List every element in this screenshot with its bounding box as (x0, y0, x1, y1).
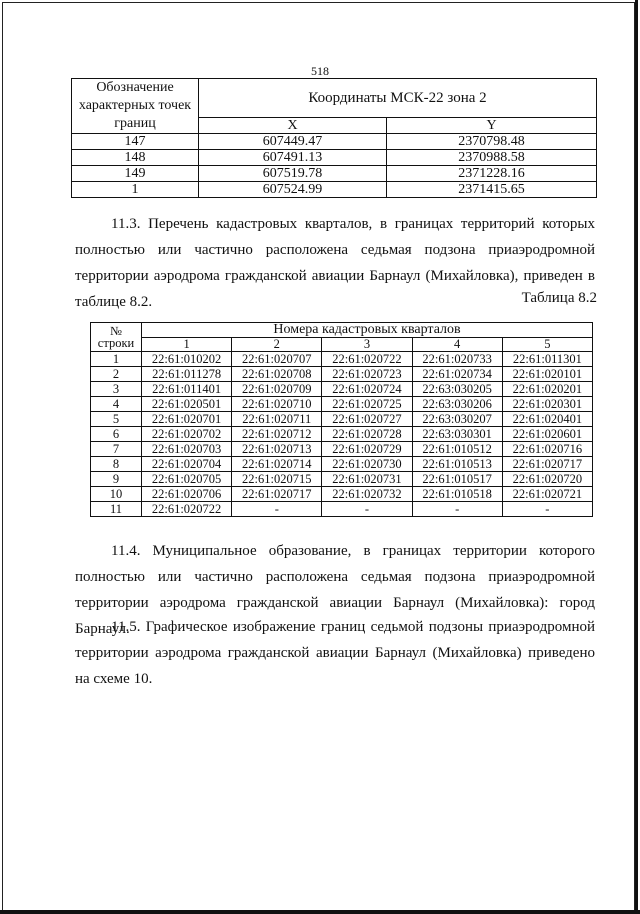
cadastral-number-cell: 22:61:020301 (502, 397, 592, 412)
cadastral-number-cell: 22:63:030207 (412, 412, 502, 427)
cadastral-number-cell: 22:61:010512 (412, 442, 502, 457)
coord-header-x: X (199, 118, 387, 134)
x-cell: 607449.47 (199, 134, 387, 150)
page-edge-bottom (0, 910, 640, 914)
cadastral-number-cell: 22:61:020722 (142, 502, 232, 517)
cadastral-number-cell: 22:61:020701 (142, 412, 232, 427)
y-cell: 2370798.48 (387, 134, 597, 150)
cadastral-group-header: Номера кадастровых кварталов (142, 323, 593, 338)
cadastral-number-cell: 22:61:020706 (142, 487, 232, 502)
column-number-cell: 5 (502, 338, 592, 352)
cadastral-number-cell: 22:61:020401 (502, 412, 592, 427)
page-number: 518 (311, 64, 329, 78)
cadastral-number-cell: - (232, 502, 322, 517)
x-cell: 607519.78 (199, 166, 387, 182)
cadastral-number-cell: 22:61:020601 (502, 427, 592, 442)
cadastral-number-cell: 22:61:020707 (232, 352, 322, 367)
coord-table-row (72, 166, 597, 182)
cadastral-number-cell: 22:61:020721 (502, 487, 592, 502)
cadastral-number-cell: 22:61:020715 (232, 472, 322, 487)
cadastral-number-cell: 22:61:020201 (502, 382, 592, 397)
row-number-cell: 10 (91, 487, 142, 502)
coord-table-row (72, 134, 597, 150)
cadastral-table-row (91, 502, 593, 517)
cadastral-table-row (91, 412, 593, 427)
y-cell: 2371228.16 (387, 166, 597, 182)
cadastral-number-cell: - (412, 502, 502, 517)
column-number-row (91, 338, 593, 352)
coord-table-body (72, 134, 597, 198)
row-number-header (91, 323, 142, 352)
cadastral-table-row (91, 397, 593, 412)
column-number-cell: 1 (142, 338, 232, 352)
x-cell: 607491.13 (199, 150, 387, 166)
coord-header-group: Координаты МСК-22 зона 2 (199, 79, 597, 118)
cadastral-number-cell: 22:61:020727 (322, 412, 412, 427)
row-number-cell: 5 (91, 412, 142, 427)
cadastral-table-row (91, 472, 593, 487)
row-number-cell: 4 (91, 397, 142, 412)
page-edge-right (635, 0, 638, 914)
cadastral-number-cell: 22:61:020717 (502, 457, 592, 472)
cadastral-table-row (91, 487, 593, 502)
cadastral-number-cell: 22:61:020717 (232, 487, 322, 502)
coord-header-label: Обозначение характерных точек границ (72, 79, 199, 134)
cadastral-number-cell: 22:61:020709 (232, 382, 322, 397)
coord-table-row (72, 150, 597, 166)
cadastral-table-row (91, 382, 593, 397)
cadastral-number-cell: 22:61:020713 (232, 442, 322, 457)
cadastral-table-row (91, 442, 593, 457)
cadastral-number-cell: 22:61:020710 (232, 397, 322, 412)
cadastral-number-cell: 22:61:020734 (412, 367, 502, 382)
cadastral-number-cell: 22:61:011401 (142, 382, 232, 397)
row-number-cell: 3 (91, 382, 142, 397)
cadastral-number-cell: 22:61:020712 (232, 427, 322, 442)
cadastral-number-cell: 22:61:020705 (142, 472, 232, 487)
row-number-cell: 2 (91, 367, 142, 382)
cadastral-table (90, 322, 593, 517)
x-cell: 607524.99 (199, 182, 387, 198)
cadastral-number-cell: 22:61:020730 (322, 457, 412, 472)
row-number-header-line1: № (110, 323, 122, 338)
coord-header-y: Y (387, 118, 597, 134)
cadastral-number-cell: 22:63:030205 (412, 382, 502, 397)
cadastral-number-cell: - (502, 502, 592, 517)
cadastral-number-cell: 22:63:030206 (412, 397, 502, 412)
cadastral-number-cell: 22:61:020731 (322, 472, 412, 487)
cadastral-number-cell: 22:61:020729 (322, 442, 412, 457)
y-cell: 2370988.58 (387, 150, 597, 166)
row-number-header-line2: строки (97, 336, 135, 350)
cadastral-table-row (91, 457, 593, 472)
table-caption: Таблица 8.2 (521, 290, 597, 306)
cadastral-number-cell: 22:61:020714 (232, 457, 322, 472)
cadastral-table-row (91, 367, 593, 382)
cadastral-number-cell: 22:61:020723 (322, 367, 412, 382)
cadastral-number-cell: 22:61:020703 (142, 442, 232, 457)
cadastral-number-cell: 22:61:020704 (142, 457, 232, 472)
cadastral-number-cell: 22:61:011278 (142, 367, 232, 382)
row-number-cell: 8 (91, 457, 142, 472)
column-number-cell: 2 (232, 338, 322, 352)
cadastral-number-cell: 22:61:020720 (502, 472, 592, 487)
row-number-cell: 7 (91, 442, 142, 457)
cadastral-number-cell: 22:61:020728 (322, 427, 412, 442)
y-cell: 2371415.65 (387, 182, 597, 198)
row-number-cell: 11 (91, 502, 142, 517)
cadastral-number-cell: 22:61:020711 (232, 412, 322, 427)
cadastral-table-body (91, 352, 593, 517)
paragraph-11-4: 11.4. Муниципальное образование, в границах территории которого полностью или частично расположена седьмая подзона приаэродромной территории аэродрома гражданской авиации Барнаул (Михайловка): город Барнаул. (75, 543, 595, 637)
cadastral-number-cell: 22:61:020724 (322, 382, 412, 397)
cadastral-number-cell: 22:61:010513 (412, 457, 502, 472)
cadastral-table-row (91, 427, 593, 442)
cadastral-number-cell: 22:61:020702 (142, 427, 232, 442)
cadastral-number-cell: 22:61:020732 (322, 487, 412, 502)
column-number-cell: 3 (322, 338, 412, 352)
coordinates-table (71, 78, 597, 198)
cadastral-number-cell: 22:61:020708 (232, 367, 322, 382)
cadastral-number-cell: 22:61:020716 (502, 442, 592, 457)
point-cell: 1 (72, 182, 199, 198)
cadastral-number-cell: 22:61:020101 (502, 367, 592, 382)
cadastral-table-row (91, 352, 593, 367)
paragraph-11-5: 11.5. Графическое изображение границ седьмой подзоны приаэродромной территории аэродрома гражданской авиации Барнаул (Михайловка) приведено на схеме 10. (75, 619, 595, 687)
row-number-cell: 9 (91, 472, 142, 487)
cadastral-number-cell: 22:61:020501 (142, 397, 232, 412)
cadastral-number-cell: 22:61:010518 (412, 487, 502, 502)
column-number-cell: 4 (412, 338, 502, 352)
cadastral-number-cell: 22:61:020722 (322, 352, 412, 367)
point-cell: 149 (72, 166, 199, 182)
cadastral-number-cell: 22:61:010202 (142, 352, 232, 367)
paragraph-11-3: 11.3. Перечень кадастровых кварталов, в границах территорий которых полностью или частично расположена седьмая подзона приаэродромной территории аэродрома гражданской авиации Барнаул (Михайловка), приведен в таблице 8.2. (75, 216, 595, 310)
cadastral-number-cell: 22:63:030301 (412, 427, 502, 442)
point-cell: 148 (72, 150, 199, 166)
row-number-cell: 1 (91, 352, 142, 367)
cadastral-number-cell: 22:61:020733 (412, 352, 502, 367)
point-cell: 147 (72, 134, 199, 150)
cadastral-number-cell: - (322, 502, 412, 517)
row-number-cell: 6 (91, 427, 142, 442)
coord-table-row (72, 182, 597, 198)
cadastral-number-cell: 22:61:020725 (322, 397, 412, 412)
cadastral-number-cell: 22:61:011301 (502, 352, 592, 367)
cadastral-number-cell: 22:61:010517 (412, 472, 502, 487)
